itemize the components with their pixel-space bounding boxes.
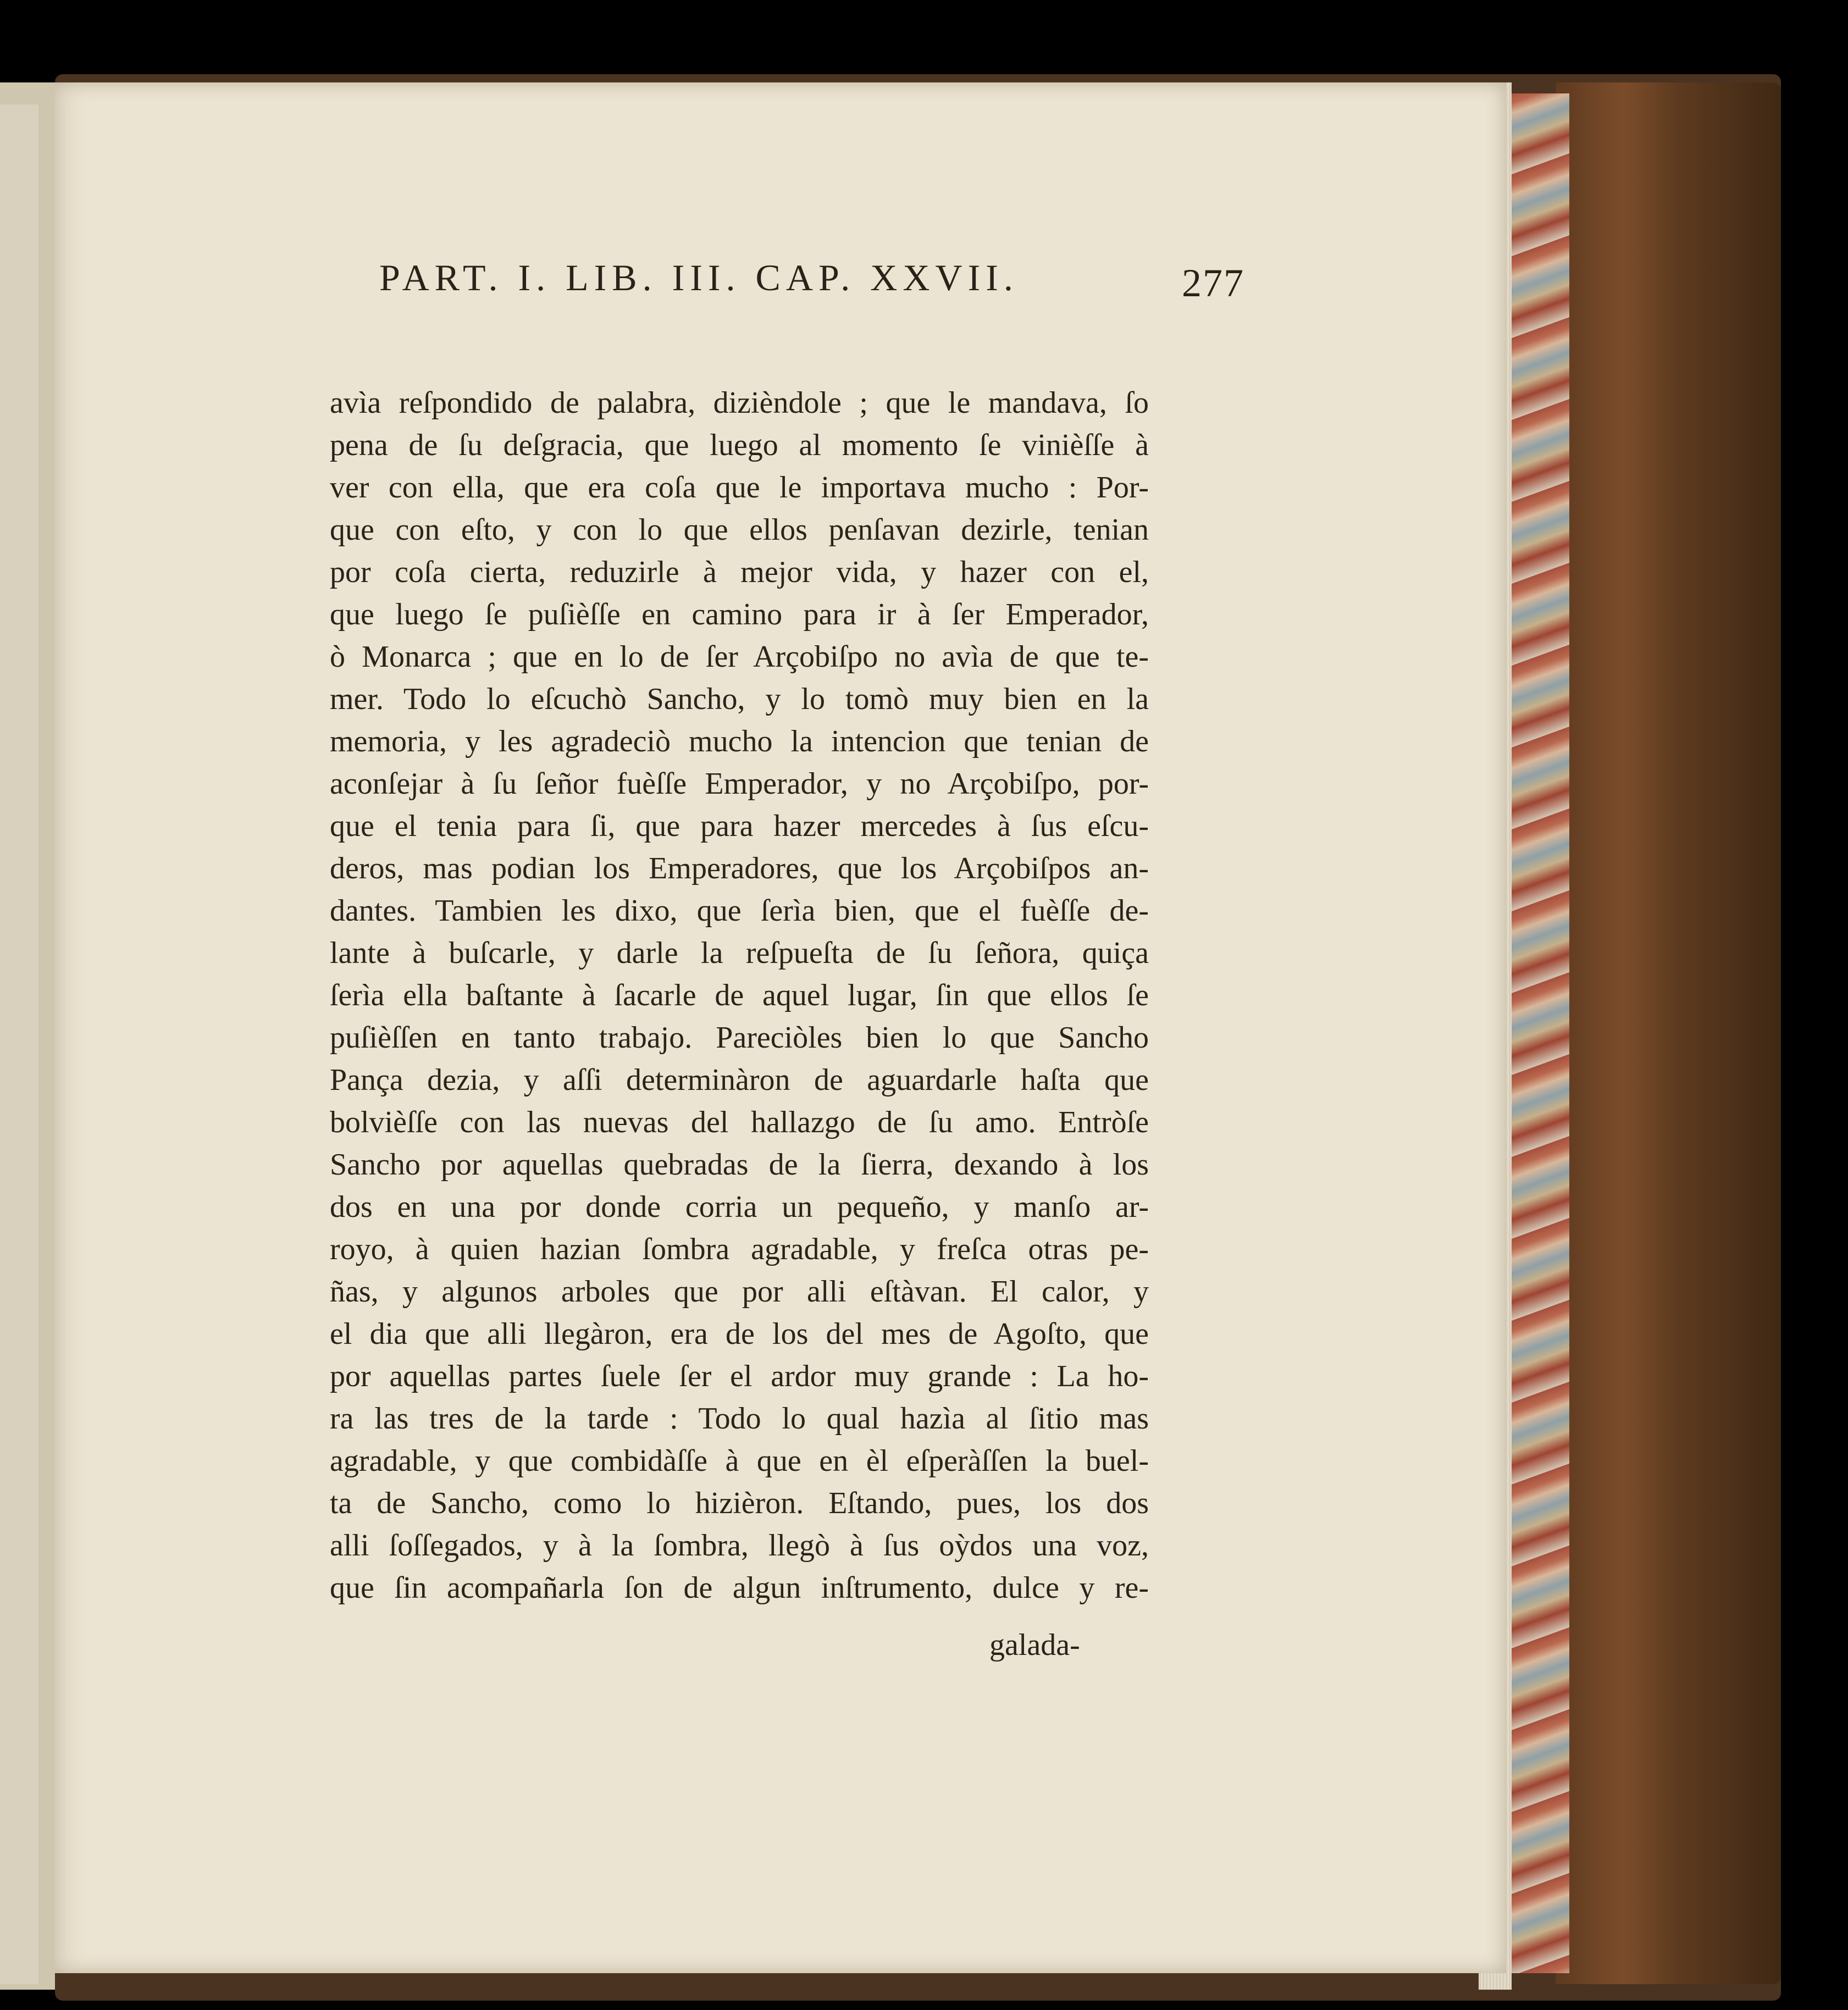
leather-binding <box>1556 82 1781 1984</box>
text-line: avìa reſpondido de palabra, diziѐndole ; que le mandava, ſo <box>330 386 1149 420</box>
body-text <box>330 382 1149 1609</box>
text-line: puſiѐſſen en tanto trabajo. Pareciòles bien lo que Sancho <box>330 1021 1149 1055</box>
text-line: dos en una por donde corria un pequeño, y manſo ar- <box>330 1190 1149 1224</box>
text-line: memoria, y les agradeciò mucho la intencion que tenian de <box>330 724 1149 758</box>
text-line: Sancho por aquellas quebradas de la ſierra, dexando à los <box>330 1148 1149 1182</box>
text-line: por coſa cierta, reduzirle à mejor vida, y hazer con el, <box>330 555 1149 589</box>
text-line: ta de Sancho, como lo hizièron. Eſtando, pues, los dos <box>330 1486 1149 1520</box>
running-head: PART. I. LIB. III. CAP. XXVII. <box>379 257 1019 298</box>
facing-page-paper <box>0 104 38 1984</box>
text-line: ñas, y algunos arboles que por alli eſtàvan. El calor, y <box>330 1275 1149 1309</box>
text-line: aconſejar à ſu ſeñor fuѐſſe Emperador, y no Arçobiſpo, por- <box>330 767 1149 801</box>
text-line: que ſin acompañarla ſon de algun inſtrumento, dulce y re- <box>330 1571 1149 1605</box>
catchword: galada- <box>989 1628 1080 1662</box>
text-line: royo, à quien hazian ſombra agradable, y freſca otras pe- <box>330 1232 1149 1266</box>
text-line: mer. Todo lo eſcuchò Sancho, y lo tomò muy bien en la <box>330 682 1149 716</box>
text-line: ver con ella, que era coſa que le importava mucho : Por- <box>330 470 1149 505</box>
text-line: que luego ſe puſiѐſſe en camino para ir à ſer Emperador, <box>330 597 1149 632</box>
book-page <box>55 82 1506 1973</box>
text-line: que el tenia para ſi, que para hazer mercedes à ſus eſcu- <box>330 809 1149 843</box>
text-line: el dia que alli llegàron, era de los del mes de Agoſto, que <box>330 1317 1149 1351</box>
page-number: 277 <box>1182 261 1244 305</box>
text-line: ò Monarca ; que en lo de ſer Arçobiſpo no avìa de que te- <box>330 640 1149 674</box>
marbled-endpaper <box>1509 93 1569 1973</box>
text-line: que con eſto, y con lo que ellos penſavan dezirle, tenian <box>330 513 1149 547</box>
text-line: deros, mas podian los Emperadores, que los Arçobiſpos an- <box>330 851 1149 885</box>
text-line: alli ſoſſegados, y à la ſombra, llegò à ſus oỳdos una voz, <box>330 1529 1149 1563</box>
text-line: pena de ſu deſgracia, que luego al momento ſe viniѐſſe à <box>330 428 1149 462</box>
text-line: Pança dezia, y aſſi determinàron de aguardarle haſta que <box>330 1063 1149 1097</box>
text-line: ſerìa ella baſtante à ſacarle de aquel lugar, ſin que ellos ſe <box>330 978 1149 1012</box>
text-line: por aquellas partes ſuele ſer el ardor muy grande : La ho- <box>330 1359 1149 1393</box>
text-line: ra las tres de la tarde : Todo lo qual hazìa al ſitio mas <box>330 1402 1149 1436</box>
text-line: agradable, y que combidàſſe à que en èl eſperàſſen la buel- <box>330 1444 1149 1478</box>
text-line: dantes. Tambien les dixo, que ſerìa bien, que el fuѐſſe de- <box>330 894 1149 928</box>
text-line: bolviѐſſe con las nuevas del hallazgo de ſu amo. Entròſe <box>330 1105 1149 1139</box>
text-line: lante à buſcarle, y darle la reſpueſta de ſu ſeñora, quiça <box>330 936 1149 970</box>
